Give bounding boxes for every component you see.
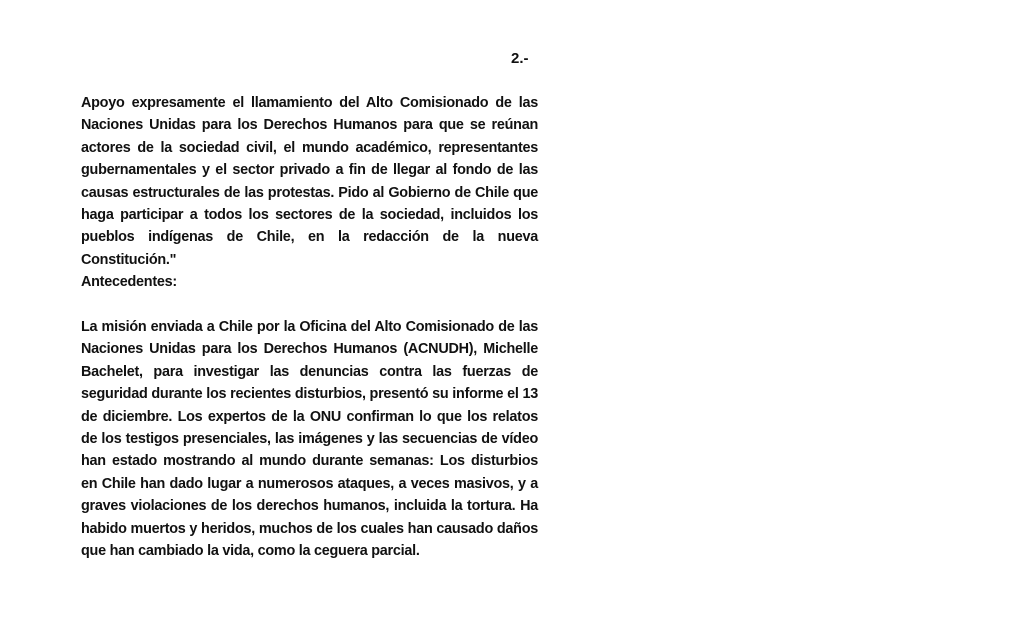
- document-body: [81, 92, 538, 563]
- section-heading-antecedentes: Antecedentes:: [81, 274, 177, 291]
- page-number: 2.-: [511, 50, 529, 67]
- paragraph-spacer: [81, 294, 538, 316]
- paragraph-statement: Apoyo expresamente el llamamiento del Alto Comisionado de las Naciones Unidas para los Derechos Humanos para que se reúnan actores de la sociedad civil, el mundo académico, representantes gubernamentales y el sector privado a fin de llegar al fondo de las causas estructurales de las protestas. Pido al Gobierno de Chile que haga participar a todos los sectores de la sociedad, incluidos los pueblos indígenas de Chile, en la redacción de la nueva Constitución.": [81, 95, 538, 268]
- paragraph-background: La misión enviada a Chile por la Oficina del Alto Comisionado de las Naciones Unidas para los Derechos Humanos (ACNUDH), Michelle Bachelet, para investigar las denuncias contra las fuerzas de seguridad durante los recientes disturbios, presentó su informe el 13 de diciembre. Los expertos de la ONU confirman lo que los relatos de los testigos presenciales, las imágenes y las secuencias de vídeo han estado mostrando al mundo durante semanas: Los disturbios en Chile han dado lugar a numerosos ataques, a veces masivos, y a graves violaciones de los derechos humanos, incluida la tortura. Ha habido muertos y heridos, muchos de los cuales han causado daños que han cambiado la vida, como la ceguera parcial.: [81, 319, 538, 560]
